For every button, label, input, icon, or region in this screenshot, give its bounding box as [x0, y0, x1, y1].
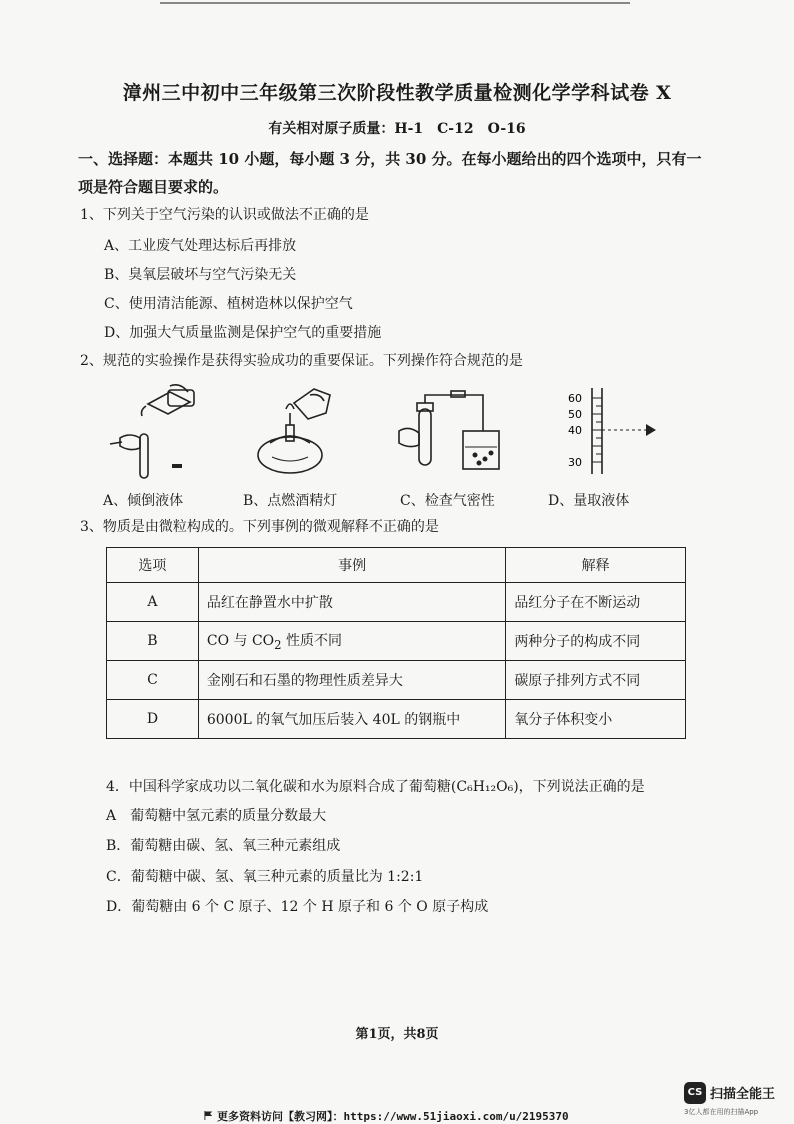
row-explanation: 氧分子体积变小 — [506, 700, 686, 739]
airtightness-figure — [395, 385, 505, 485]
header-option: 选项 — [107, 548, 199, 583]
q1-option-b: B、臭氧层破坏与空气污染无关 — [104, 267, 297, 283]
q3-stem: 3、物质是由微粒构成的。下列事例的微观解释不正确的是 — [80, 519, 439, 535]
table-row — [107, 583, 686, 622]
row-option: C — [107, 661, 199, 700]
row-example-post: 性质不同 — [281, 633, 343, 650]
resource-link-text: 更多资料访问【教习网】：https://www.51jiaoxi.com/u/2195370 — [217, 1110, 569, 1123]
table-row — [107, 622, 686, 661]
cylinder-tick-30: 30 — [568, 456, 582, 469]
row-explanation: 品红分子在不断运动 — [506, 583, 686, 622]
table-row — [107, 661, 686, 700]
table-row — [107, 700, 686, 739]
graduated-cylinder-figure — [560, 384, 670, 484]
section-heading — [78, 145, 718, 201]
q4-option-c: C．葡萄糖中碳、氢、氧三种元素的质量比为 1:2:1 — [106, 869, 424, 885]
cs-logo-icon: CS — [684, 1082, 706, 1104]
scanner-app-name: 扫描全能王 — [710, 1087, 776, 1102]
q4-option-d: D．葡萄糖由 6 个 C 原子、12 个 H 原子和 6 个 O 原子构成 — [106, 899, 489, 915]
scanner-watermark — [684, 1078, 784, 1118]
q1-option-d: D、加强大气质量监测是保护空气的重要措施 — [104, 325, 382, 341]
scanner-tagline: 3亿人都在用的扫描App — [684, 1108, 759, 1116]
q1-option-a: A、工业废气处理达标后再排放 — [104, 238, 297, 254]
row-option: A — [107, 583, 199, 622]
atomic-masses: 有关相对原子质量：H-1 C-12 O-16 — [268, 121, 526, 137]
top-rule — [160, 2, 630, 4]
table-header-row — [107, 548, 686, 583]
header-explanation: 解释 — [506, 548, 686, 583]
q4-option-b: B．葡萄糖由碳、氢、氧三种元素组成 — [106, 838, 341, 854]
row-example-subscript: 2 — [274, 637, 282, 652]
q2-option-c: C、检查气密性 — [400, 493, 495, 509]
row-explanation: 碳原子排列方式不同 — [506, 661, 686, 700]
header-example: 事例 — [198, 548, 505, 583]
q2-stem: 2、规范的实验操作是获得实验成功的重要保证。下列操作符合规范的是 — [80, 353, 523, 369]
flag-icon — [204, 1111, 213, 1120]
q1-stem: 1、下列关于空气污染的认识或做法不正确的是 — [80, 207, 369, 223]
cylinder-tick-50: 50 — [568, 408, 582, 421]
q2-option-b: B、点燃酒精灯 — [243, 493, 338, 509]
pouring-liquid-figure — [100, 382, 210, 482]
exam-title: 漳州三中初中三年级第三次阶段性教学质量检测化学学科试卷 X — [122, 82, 672, 104]
q4-option-a: A 葡萄糖中氢元素的质量分数最大 — [106, 808, 327, 824]
q1-option-c: C、使用清洁能源、植树造林以保护空气 — [104, 296, 353, 312]
q4-stem: 4．中国科学家成功以二氧化碳和水为原料合成了葡萄糖(C₆H₁₂O₆)，下列说法正确的是 — [106, 779, 645, 795]
q2-option-a: A、倾倒液体 — [103, 493, 184, 509]
alcohol-lamp-figure — [250, 385, 340, 485]
section-heading-line1: 一、选择题：本题共 10 小题，每小题 3 分，共 30 分。在每小题给出的四个选项中，只有一 — [78, 150, 702, 168]
row-explanation: 两种分子的构成不同 — [506, 622, 686, 661]
row-example: 金刚石和石墨的物理性质差异大 — [198, 661, 505, 700]
row-example: 6000L 的氧气加压后装入 40L 的钢瓶中 — [198, 700, 505, 739]
row-example-pre: CO 与 CO — [206, 633, 275, 650]
row-example — [198, 622, 505, 661]
page-number: 第1页，共8页 — [355, 1027, 439, 1042]
row-option: D — [107, 700, 199, 739]
cylinder-tick-40: 40 — [568, 424, 582, 437]
cylinder-tick-60: 60 — [568, 392, 582, 405]
row-example: 品红在静置水中扩散 — [198, 583, 505, 622]
section-heading-line2: 项是符合题目要求的。 — [78, 178, 229, 196]
q2-option-d: D、量取液体 — [548, 493, 630, 509]
resource-link[interactable] — [204, 1108, 569, 1124]
q3-table — [106, 547, 686, 739]
row-option: B — [107, 622, 199, 661]
